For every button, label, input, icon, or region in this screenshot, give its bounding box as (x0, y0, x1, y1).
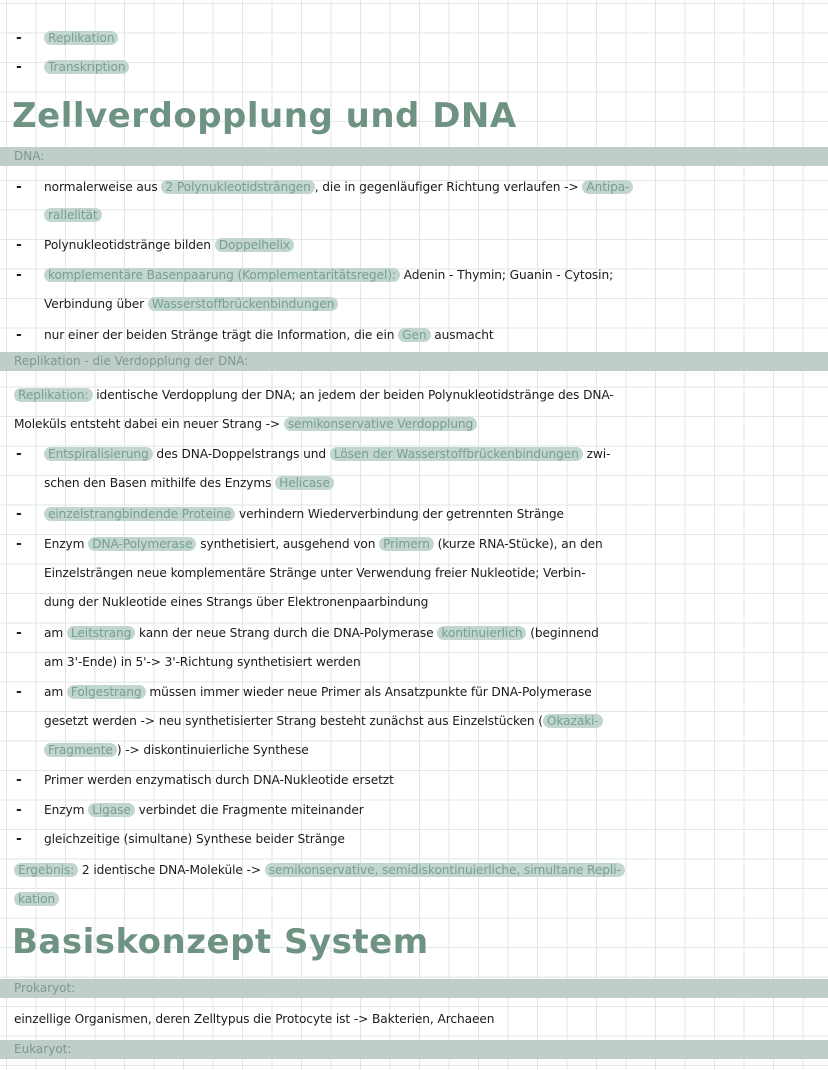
highlighted-term: Primern (379, 537, 434, 551)
highlighted-term: komplementäre Basenpaarung (Komplementaritätsregel): (44, 268, 400, 282)
text-segment: Adenin - Thymin; Guanin - Cytosin; (399, 268, 614, 282)
band-replikation: Replikation - die Verdopplung der DNA: (0, 352, 828, 371)
rep-item-7-line-0 (44, 824, 819, 854)
text-segment: des DNA-Doppelstrangs und (152, 447, 330, 461)
band-dna: DNA: (0, 147, 828, 166)
text-segment: dung der Nukleotide eines Strangs über Elektronenpaarbindung (44, 595, 429, 609)
band-prokaryot: Prokaryot: (0, 979, 828, 998)
highlighted-term: Gen (398, 328, 430, 342)
text-segment: Enzym (44, 803, 89, 817)
bullet-dash: - (16, 831, 22, 847)
rep-item-2-line-1 (44, 558, 819, 588)
highlighted-term: Ergebnis: (14, 863, 78, 877)
prokaryot-text: einzellige Organismen, deren Zelltypus die Protocyte ist -> Bakterien, Archaeen (14, 1012, 495, 1026)
rep-item-1-line-0 (44, 499, 819, 529)
rep-item-5-line-0 (44, 765, 819, 795)
bullet-dash: - (16, 179, 22, 195)
highlighted-term: kontinuierlich (437, 626, 526, 640)
highlighted-term: semikonservative Verdopplung (284, 417, 477, 431)
highlighted-term: Lösen der Wasserstoffbrückenbindungen (330, 447, 583, 461)
dna-item-3-line-0 (44, 320, 819, 350)
text-segment: (kurze RNA-Stücke), an den (433, 537, 603, 551)
rep-item-0-line-0 (44, 439, 819, 469)
rep-item-4-line-2 (44, 735, 819, 765)
text-segment: normalerweise aus (44, 180, 162, 194)
rep-item-4-line-1 (44, 706, 819, 736)
highlighted-term: Antipa- (582, 180, 633, 194)
dna-item-1-line-0 (44, 230, 819, 260)
bullet-dash: - (16, 802, 22, 818)
highlighted-term: kation (14, 892, 59, 906)
highlighted-term: semikonservative, semidiskontinuierliche, simultane Repli- (265, 863, 625, 877)
rep-item-0-line-1 (44, 468, 819, 498)
text-segment: 2 identische DNA-Moleküle -> (78, 863, 265, 877)
text-segment: kann der neue Strang durch die DNA-Polymerase (135, 626, 438, 640)
text-segment: (beginnend (526, 626, 599, 640)
highlighted-term: Folgestrang (67, 685, 146, 699)
bullet-dash: - (16, 446, 22, 462)
dna-item-0-line-1 (44, 200, 819, 230)
text-segment: müssen immer wieder neue Primer als Ansatzpunkte für DNA-Polymerase (145, 685, 592, 699)
bullet-dash: - (16, 506, 22, 522)
bullet-dash: - (16, 625, 22, 641)
rep-item-6-line-0 (44, 795, 819, 825)
highlighted-term: einzelstrangbindende Proteine (44, 507, 235, 521)
dna-item-0-line-0 (44, 172, 819, 202)
text-segment: Moleküls entsteht dabei ein neuer Strang -> (14, 417, 284, 431)
replication-intro-line-0 (14, 380, 820, 410)
text-segment: Einzelsträngen neue komplementäre Stränge unter Verwendung freier Nukleotide; Verbin- (44, 566, 586, 580)
text-segment: ausmacht (430, 328, 494, 342)
text-segment: gleichzeitige (simultane) Synthese beider Stränge (44, 832, 345, 846)
rep-item-2-line-0 (44, 529, 819, 559)
text-segment: zwi- (582, 447, 611, 461)
highlighted-term: 2 Polynukleotidsträngen (161, 180, 314, 194)
text-segment: schen den Basen mithilfe des Enzyms (44, 476, 276, 490)
highlighted-term: Leitstrang (67, 626, 135, 640)
rep-item-2-line-2 (44, 587, 819, 617)
text-segment: , die in gegenläufiger Richtung verlaufen -> (314, 180, 583, 194)
highlighted-term: Fragmente (44, 743, 117, 757)
bullet-dash: - (16, 237, 22, 253)
bullet-dash: - (16, 327, 22, 343)
text-segment: nur einer der beiden Stränge trägt die Information, die ein (44, 328, 399, 342)
bullet-dash: - (16, 30, 22, 46)
highlighted-term: Helicase (275, 476, 334, 490)
band-eukaryot: Eukaryot: (0, 1040, 828, 1059)
highlighted-term: DNA-Polymerase (88, 537, 196, 551)
top-list-item-replikation: Replikation (44, 23, 819, 53)
dna-item-2-line-1 (44, 289, 819, 319)
highlighted-term: Doppelhelix (215, 238, 294, 252)
text-segment: identische Verdopplung der DNA; an jedem der beiden Polynukleotidstränge des DNA- (92, 388, 614, 402)
highlighted-term: rallelität (44, 208, 102, 222)
dna-item-2-line-0 (44, 260, 819, 290)
text-segment: am (44, 685, 67, 699)
bullet-dash: - (16, 59, 22, 75)
text-segment: verhindern Wiederverbindung der getrennten Stränge (235, 507, 564, 521)
highlighted-term: Entspiralisierung (44, 447, 153, 461)
text-segment: Primer werden enzymatisch durch DNA-Nukleotide ersetzt (44, 773, 394, 787)
replication-intro-line-1 (14, 409, 820, 439)
heading-zellverdopplung: Zellverdopplung und DNA (12, 96, 517, 136)
top-list-item-transkription: Transkription (44, 52, 819, 82)
bullet-dash: - (16, 772, 22, 788)
text-segment: am 3'-Ende) in 5'-> 3'-Richtung synthetisiert werden (44, 655, 361, 669)
highlighted-term: Replikation: (14, 388, 93, 402)
rep-item-3-line-1 (44, 647, 819, 677)
result-line-0 (14, 855, 820, 885)
bullet-dash: - (16, 267, 22, 283)
text-segment: gesetzt werden -> neu synthetisierter Strang besteht zunächst aus Einzelstücken ( (44, 714, 543, 728)
rep-item-3-line-0 (44, 618, 819, 648)
result-line-1 (14, 884, 820, 914)
text-segment: Polynukleotidstränge bilden (44, 238, 215, 252)
highlighted-term: Okazaki- (543, 714, 603, 728)
text-segment: am (44, 626, 67, 640)
text-segment: verbindet die Fragmente miteinander (134, 803, 364, 817)
highlighted-term: Wasserstoffbrückenbindungen (148, 297, 338, 311)
bullet-dash: - (16, 536, 22, 552)
rep-item-4-line-0 (44, 677, 819, 707)
text-segment: ) -> diskontinuierliche Synthese (116, 743, 309, 757)
heading-basiskonzept-system: Basiskonzept System (12, 922, 429, 962)
highlighted-term: Ligase (88, 803, 135, 817)
text-segment: synthetisiert, ausgehend von (196, 537, 380, 551)
bullet-dash: - (16, 684, 22, 700)
text-segment: Verbindung über (44, 297, 148, 311)
text-segment: Enzym (44, 537, 89, 551)
